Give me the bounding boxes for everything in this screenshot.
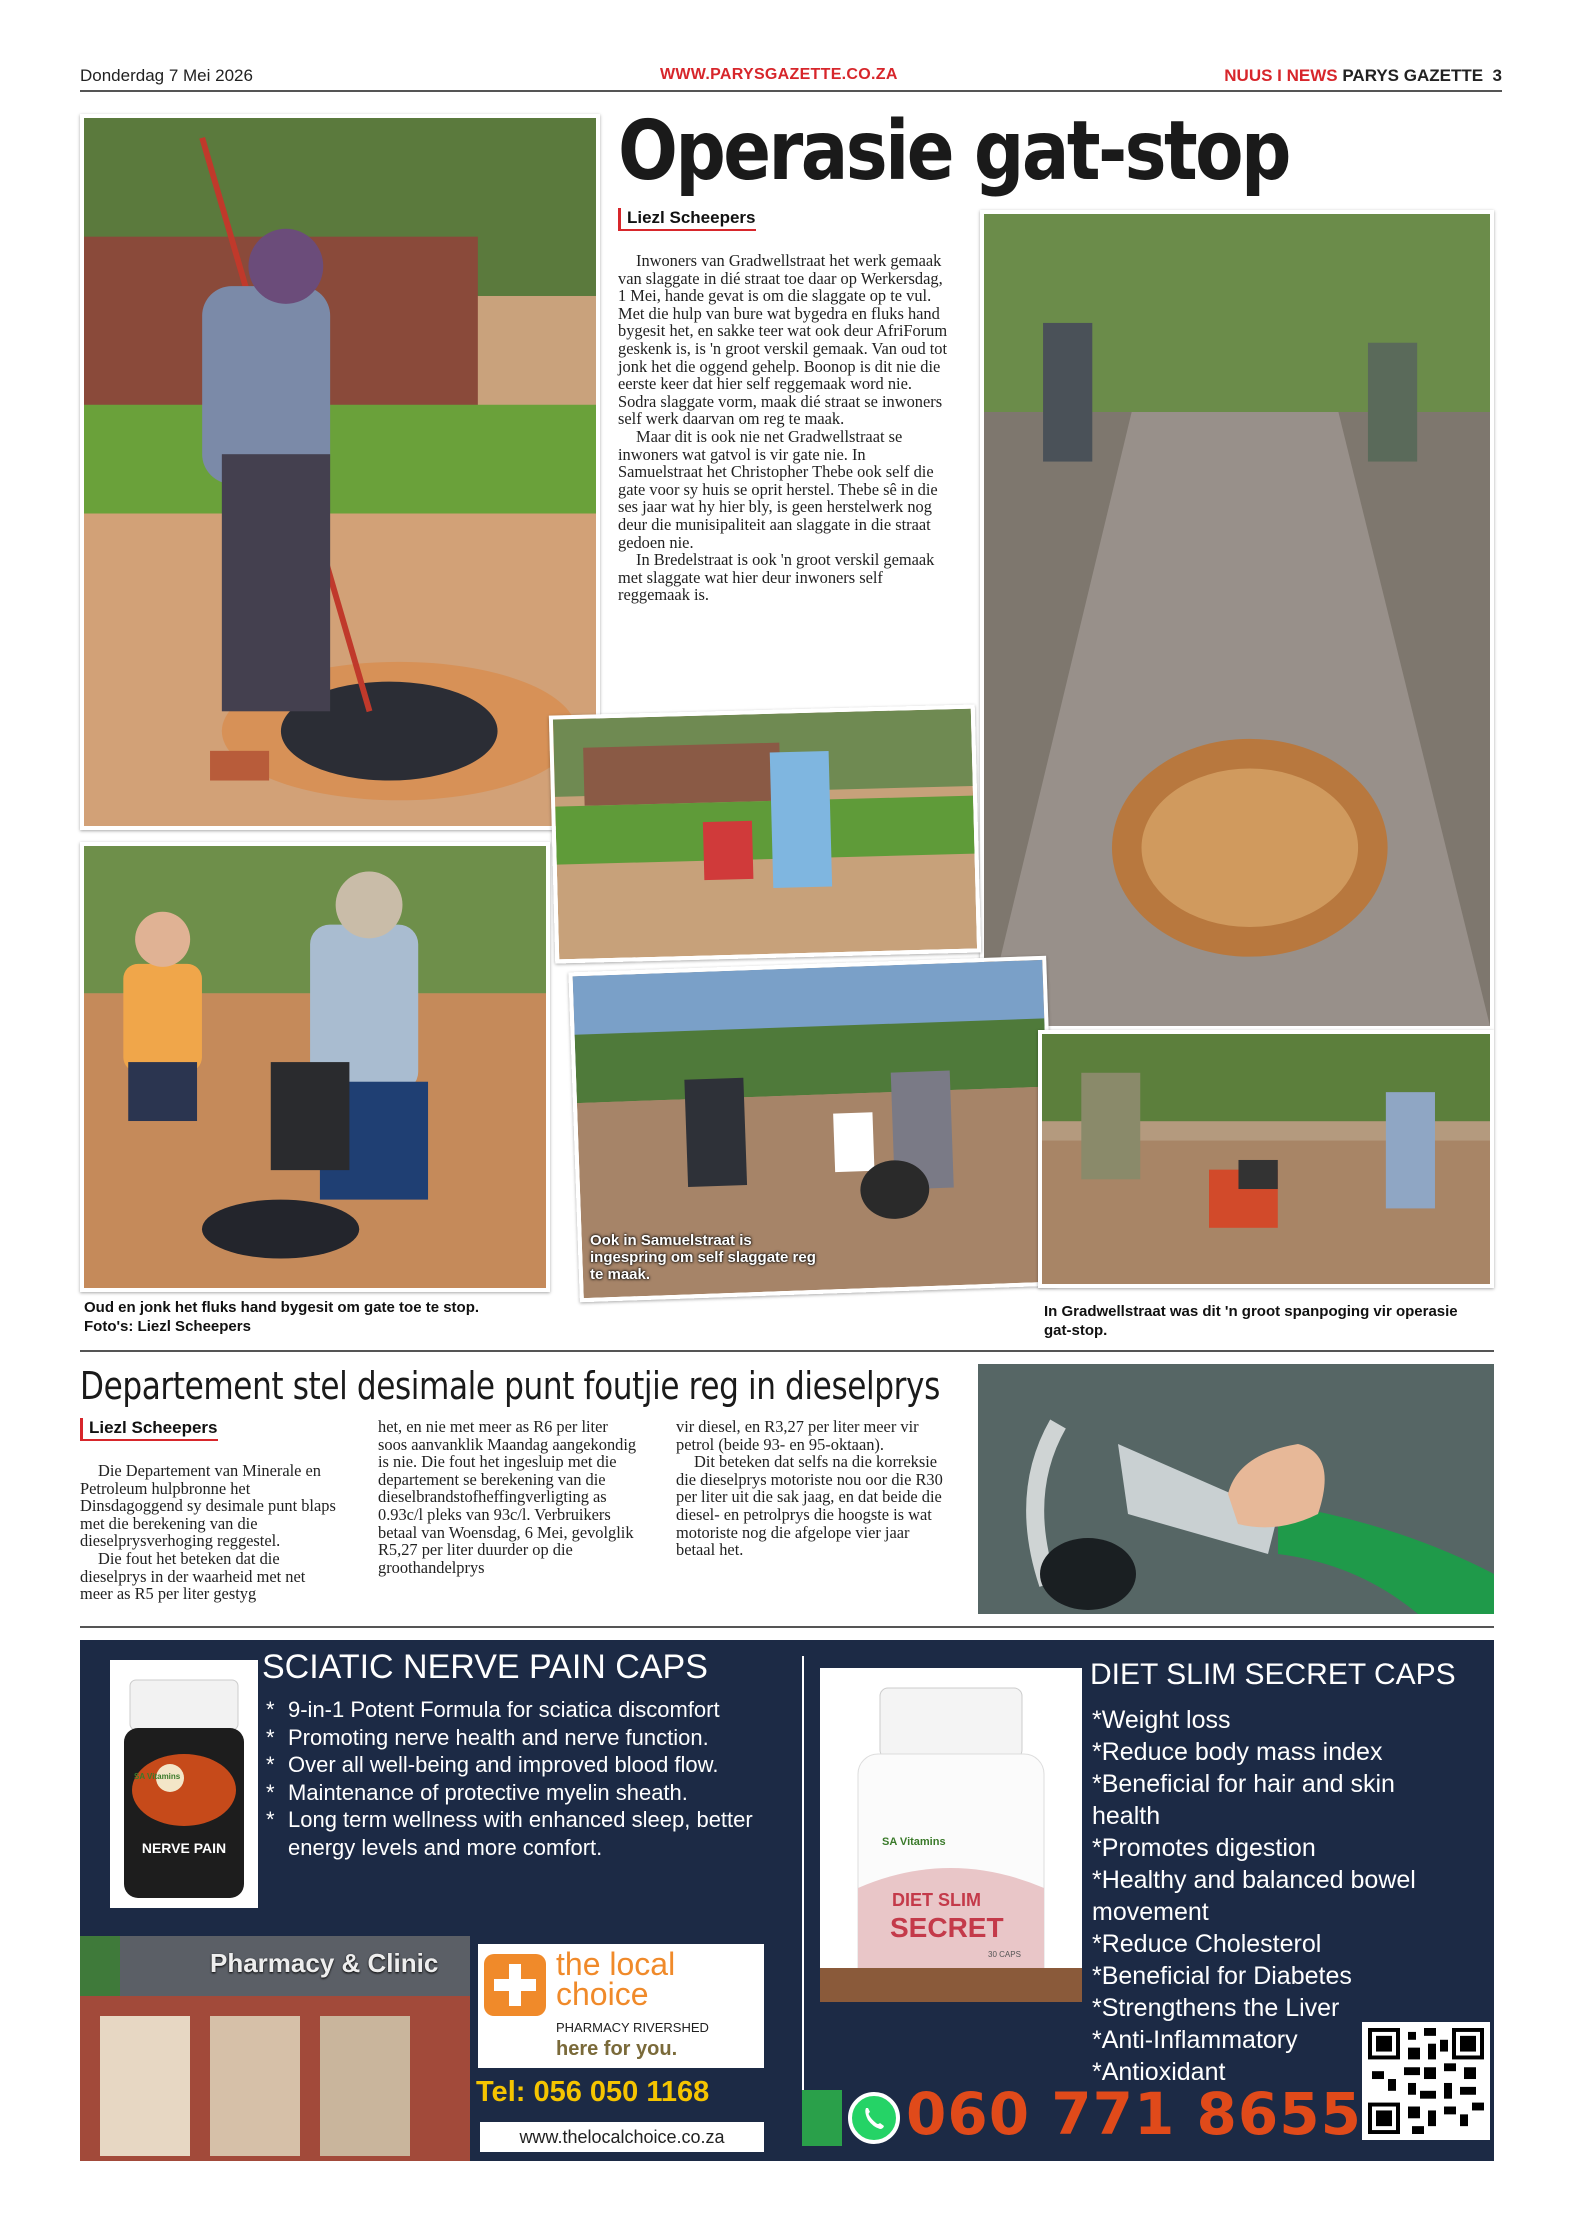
article2-paragraph: Die Departement van Minerale en Petroleum hulpbronne het Dinsdagoggend sy desimale punt blaps met die berekening van die dieselprysverhoging reggestel. [80, 1461, 336, 1551]
page-header-right [1224, 66, 1502, 86]
article2-paragraph: Dit beteken dat selfs na die korreksie die dieselprys motoriste nou oor die R30 per liter uit die sak jaag, en dat beide die diesel- en petrolprys die hoogste is wat motoriste nog die afgelope vier jaar betaal het. [676, 1452, 943, 1560]
advertisement [80, 1640, 1494, 2161]
nerve-pain-bottle [110, 1660, 258, 1908]
caption-gradwellstraat: In Gradwellstraat was dit 'n groot spanpoging vir operasie gat-stop. [1044, 1303, 1458, 1339]
diet-benefit: *Antioxidant [1092, 2058, 1226, 2086]
diet-slim-bottle [820, 1668, 1082, 2002]
diet-benefit: *Anti-Inflammatory [1092, 2026, 1298, 2054]
article2-paragraph: Die fout het beteken dat die dieselprys in der waarheid met net meer as R5 per liter gestyg [80, 1548, 306, 1604]
article2-headline: Departement stel desimale punt foutjie reg in dieselprys [80, 1364, 940, 1408]
diet-benefit: *Beneficial for Diabetes [1092, 1962, 1352, 1990]
logo-tagline: here for you. [556, 2038, 678, 2060]
website-url[interactable]: WWW.PARYSGAZETTE.CO.ZA [660, 66, 898, 83]
article2-byline: Liezl Scheepers [80, 1418, 218, 1441]
page-number: 3 [1492, 66, 1502, 85]
diet-bottle-count: 30 CAPS [988, 1950, 1021, 1959]
pharmacy-telephone[interactable]: Tel: 056 050 1168 [476, 2076, 710, 2108]
photo-old-and-young [80, 842, 550, 1292]
nerve-pain-bottle-label: NERVE PAIN [141, 1840, 227, 1856]
photo-man-raking-tar [80, 114, 600, 830]
plus-icon [484, 1954, 546, 2016]
diet-benefit: *Reduce body mass index [1092, 1738, 1383, 1766]
sciatic-benefit: * Long term wellness with enhanced sleep, better energy levels and more comfort. [262, 1806, 802, 1861]
pharmacy-sign: Pharmacy & Clinic [210, 1948, 439, 1978]
article2-paragraph: het, en nie met meer as R6 per liter soos aanvanklik Maandag aangekondig is nie. Die fout het ingesluip met die departement se berekening van die dieselbrandstofheffingverligting as 0.93c/l pleks van 93c/l. Verbruikers betaal van Woensdag, 6 Mei, gevolglik R5,27 per liter duurder op die groothandelprys [378, 1417, 637, 1577]
pharmacy-store-photo [80, 1936, 470, 2161]
diet-benefit: *Healthy and balanced bowel movement [1092, 1866, 1416, 1926]
photo-gradwellstraat-team [1038, 1030, 1494, 1288]
whatsapp-phone-number[interactable]: 060 771 8655 [906, 2080, 1362, 2148]
article2-column-2 [378, 1418, 640, 1576]
phone-bar-left-block [802, 2090, 842, 2146]
logo-line-2: choice [556, 1976, 649, 2012]
diet-benefit: *Strengthens the Liver [1092, 1994, 1340, 2022]
article2-paragraph: vir diesel, en R3,27 per liter meer vir petrol (beide 93- en 95-oktaan). [676, 1417, 919, 1454]
section-rule [80, 1350, 1494, 1352]
article-body [618, 252, 952, 604]
diet-benefit: *Reduce Cholesterol [1092, 1930, 1322, 1958]
caption-old-young: Oud en jonk het fluks hand bygesit om gate toe te stop. Foto's: Liezl Scheepers [84, 1299, 480, 1335]
diet-benefit: *Promotes digestion [1092, 1834, 1316, 1862]
article-paragraph: In Bredelstraat is ook 'n groot verskil gemaak met slaggate wat hier deur inwoners self reggemaak is. [618, 550, 935, 605]
section-label: NUUS I NEWS [1224, 66, 1338, 85]
article2-column-3 [676, 1418, 946, 1559]
sciatic-benefits-list [262, 1696, 802, 1861]
photo-pothole-street [980, 210, 1494, 1030]
logo-pharmacy-name: PHARMACY RIVERSHED [556, 2020, 709, 2035]
diet-ad-title: DIET SLIM SECRET CAPS [1090, 1658, 1456, 1691]
diet-benefit: *Weight loss [1092, 1706, 1231, 1734]
sciatic-benefit: * Promoting nerve health and nerve function. [262, 1724, 802, 1752]
logo-line-1: the local [556, 1946, 676, 1982]
issue-date: Donderdag 7 Mei 2026 [80, 66, 253, 85]
sciatic-ad-title: SCIATIC NERVE PAIN CAPS [262, 1648, 708, 1686]
local-choice-logo [478, 1944, 764, 2068]
diet-bottle-label-1: DIET SLIM [892, 1890, 981, 1910]
photo-fuel-nozzle [978, 1364, 1494, 1614]
photo-bredelstraat-repair [549, 704, 981, 963]
caption-samuelstraat: Ook in Samuelstraat is ingespring om self slaggate reg te maak. [590, 1232, 816, 1283]
diet-bottle-label-2: SECRET [890, 1912, 1004, 1943]
diet-bottle-brand: SA Vitamins [882, 1836, 946, 1848]
header-rule [80, 90, 1502, 92]
diet-benefit: *Beneficial for hair and skin health [1092, 1770, 1395, 1830]
sciatic-benefit: * Over all well-being and improved blood flow. [262, 1751, 802, 1779]
article-paragraph: Inwoners van Gradwellstraat het werk gemaak van slaggate in dié straat toe daar op Werkersdag, 1 Mei, hande gevat is om die slaggate op te vul. Met die hulp van bure wat bygedra en fluks hand bygesit het, en sakke teer wat ook deur AfriForum geskenk is, is 'n groot verskil gemaak. Van oud tot jonk het die oggend gehelp. Boonop is dit nie die eerste keer dat hier self reggemaak word nie. Sodra slaggate vorm, maak dié straat se inwoners self werk daarvan om reg te maak. [618, 251, 948, 429]
article2-column-1 [80, 1462, 342, 1603]
nerve-pain-bottle-brand: SA Vitamins [134, 1772, 181, 1781]
pharmacy-website[interactable]: www.thelocalchoice.co.za [480, 2122, 764, 2152]
section-rule [80, 1626, 1494, 1628]
article-byline: Liezl Scheepers [618, 208, 756, 231]
ad-divider [802, 1656, 804, 2096]
article-headline: Operasie gat-stop [618, 104, 1289, 199]
publication-name: PARYS GAZETTE [1342, 66, 1484, 85]
sciatic-benefit: * Maintenance of protective myelin sheath. [262, 1779, 802, 1807]
article-paragraph: Maar dit is ook nie net Gradwellstraat se inwoners wat gatvol is vir gate nie. In Samuelstraat het Christopher Thebe ook self die gate voor sy huis se oprit herstel. Thebe sê in die ses jaar wat hy hier bly, is geen herstelwerk nog deur die munisipaliteit aan slaggate in die straat gedoen nie. [618, 426, 938, 552]
whatsapp-icon [848, 2092, 900, 2144]
sciatic-benefit: * 9-in-1 Potent Formula for sciatica discomfort [262, 1696, 802, 1724]
